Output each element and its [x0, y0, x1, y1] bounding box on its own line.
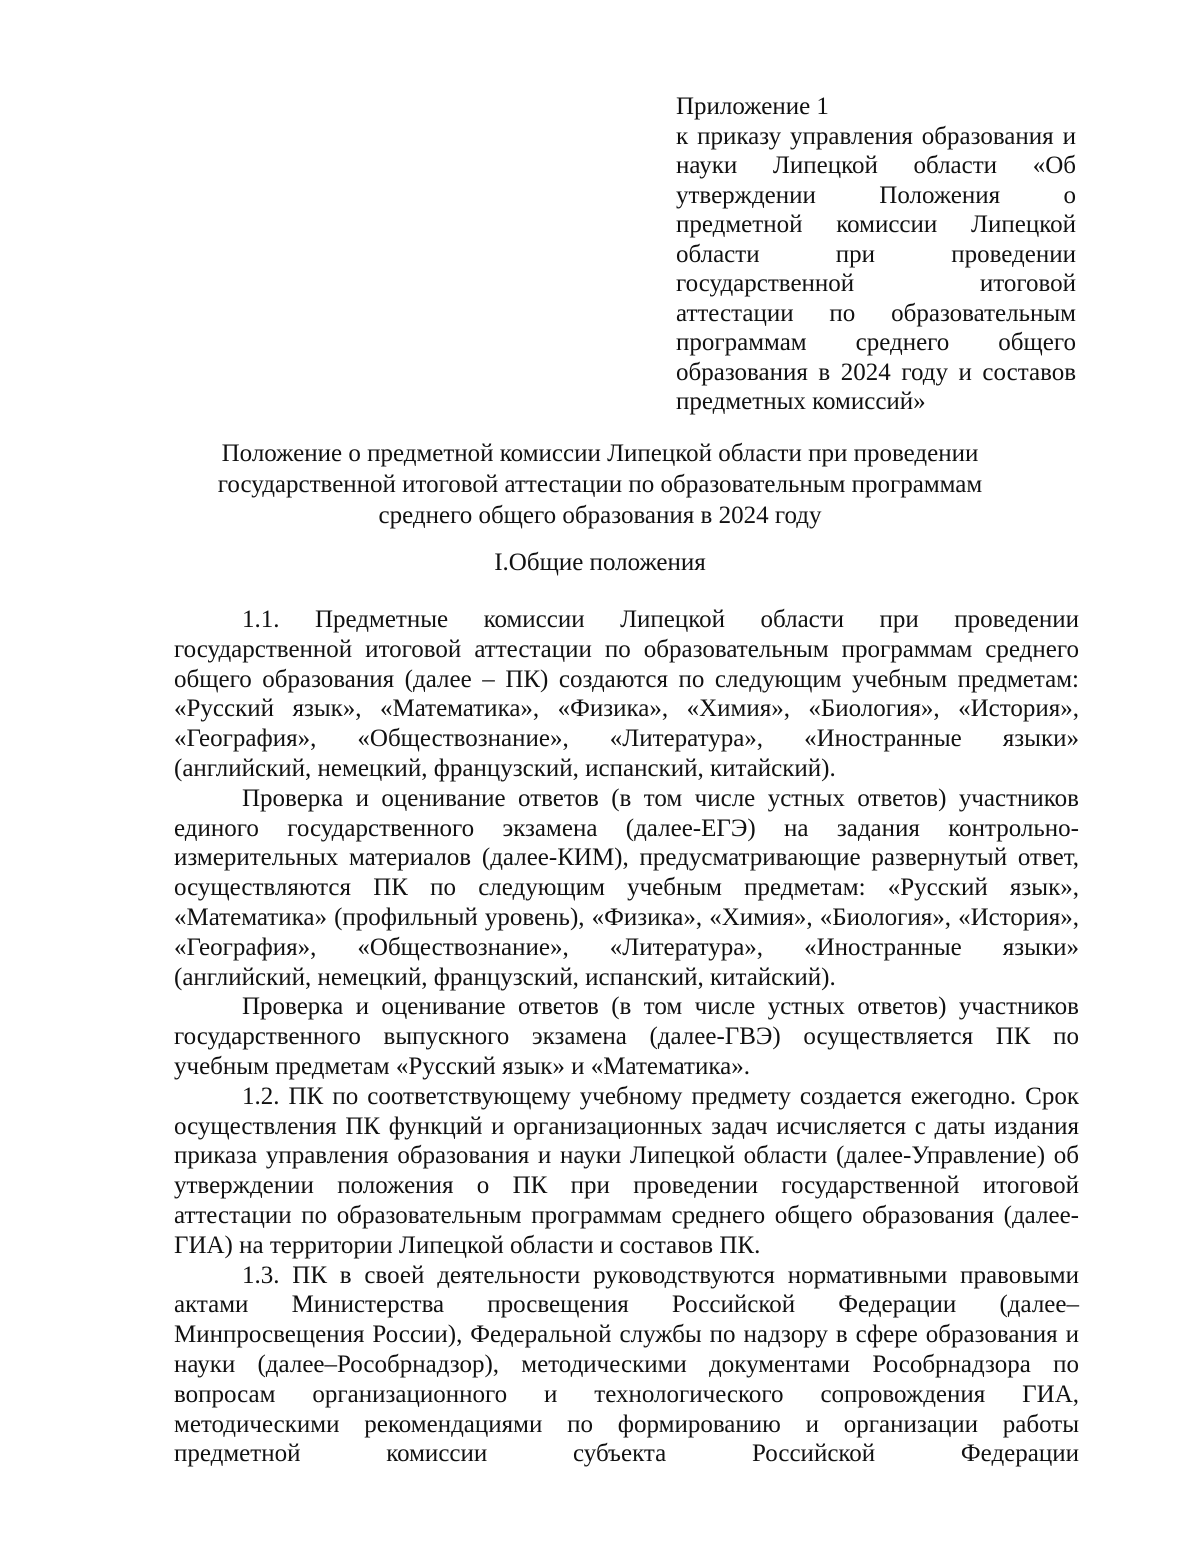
document-title-line: государственной итоговой аттестации по образовательным программам	[217, 471, 983, 498]
document-title-line: Положение о предметной комиссии Липецкой области при проведении	[221, 440, 979, 467]
paragraph-1-3: 1.3. ПК в своей деятельности руководствуются нормативными правовыми актами Министерства просвещения Российской Федерации (далее–Минпросвещения России), Федеральной службы по надзору в сфере образования и науки (далее–Рособрнадзор), методическими документами Рособрнадзора по вопросам организационного и технологического сопровождения ГИА, методическими рекомендациями по формированию и организации работы предметной комиссии субъекта Российской Федерации	[174, 1261, 1079, 1468]
paragraph-ege: Проверка и оценивание ответов (в том числе устных ответов) участников единого государственного экзамена (далее-ЕГЭ) на задания контрольно-измерительных материалов (далее-КИМ), предусматривающие развернутый ответ, осуществляются ПК по следующим учебным предметам: «Русский язык», «Математика» (профильный уровень), «Физика», «Химия», «Биология», «История», «География», «Обществознание», «Литература», «Иностранные языки» (английский, немецкий, французский, испанский, китайский).	[174, 784, 1079, 991]
appendix-note	[676, 92, 1076, 417]
appendix-title: Приложение 1	[676, 93, 829, 120]
paragraph-1-2: 1.2. ПК по соответствующему учебному предмету создается ежегодно. Срок осуществления ПК функций и организационных задач исчисляется с даты издания приказа управления образования и науки Липецкой области (далее-Управление) об утверждении положения о ПК при проведении государственной итоговой аттестации по образовательным программам среднего общего образования (далее-ГИА) на территории Липецкой области и составов ПК.	[174, 1082, 1079, 1259]
section-heading: I.Общие положения	[494, 549, 706, 576]
document-body	[174, 605, 1079, 1469]
paragraph-gve: Проверка и оценивание ответов (в том числе устных ответов) участников государственного выпускного экзамена (далее-ГВЭ) осуществляется ПК по учебным предметам «Русский язык» и «Математика».	[174, 993, 1079, 1080]
document-title	[150, 438, 1050, 531]
document-title-line: среднего общего образования в 2024 году	[378, 502, 822, 529]
appendix-text: к приказу управления образования и науки Липецкой области «Об утверждении Положения о предметной комиссии Липецкой области при проведении государственной итоговой аттестации по образовательным программам среднего общего образования в 2024 году и составов предметных комиссий»	[676, 122, 1076, 415]
paragraph-1-1: 1.1. Предметные комиссии Липецкой области при проведении государственной итоговой аттестации по образовательным программам среднего общего образования (далее – ПК) создаются по следующим учебным предметам: «Русский язык», «Математика», «Физика», «Химия», «Биология», «История», «География», «Обществознание», «Литература», «Иностранные языки» (английский, немецкий, французский, испанский, китайский).	[174, 606, 1079, 782]
